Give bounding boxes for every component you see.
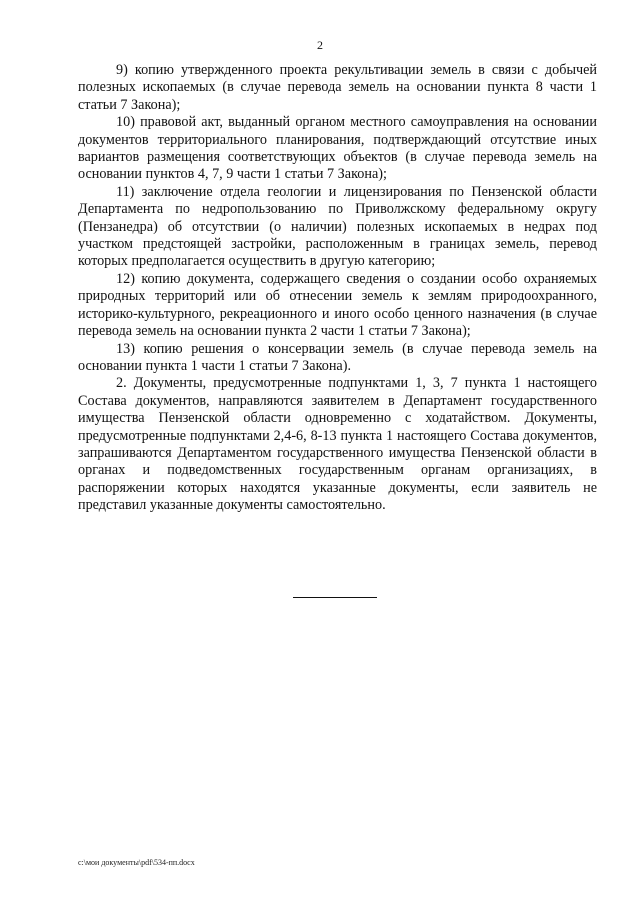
paragraph-item-10: 10) правовой акт, выданный органом местного самоуправления на основании документов территориального планирования, подтверждающий отсутствие иных вариантов размещения соответствующих объектов (в случае перевода земель на основании пунктов 4, 7, 9 части 1 статьи 7 Закона); <box>78 114 597 183</box>
page-number: 2 <box>317 38 323 52</box>
closing-divider <box>293 597 377 598</box>
paragraph-item-13: 13) копию решения о консервации земель (в случае перевода земель на основании пункта 1 части 1 статьи 7 Закона). <box>78 340 597 374</box>
paragraph-item-9: 9) копию утвержденного проекта рекультивации земель в связи с добычей полезных ископаемых (в случае перевода земель на основании пункта 8 части 1 статьи 7 Закона); <box>78 62 597 113</box>
footer-file-path: c:\мои документы\pdf\534-пп.docx <box>78 858 195 867</box>
paragraph-section-2: 2. Документы, предусмотренные подпунктами 1, 3, 7 пункта 1 настоящего Состава документов, направляются заявителем в Департамент государственного имущества Пензенской области одновременно с ходатайством. Документы, предусмотренные подпунктами 2,4-6, 8-13 пункта 1 настоящего Состава документов, запрашиваются Департаментом государственного имущества Пензенской области в органах и подведомственных государственным органам организациях, в распоряжении которых находятся указанные документы, если заявитель не представил указанные документы самостоятельно. <box>78 375 597 514</box>
paragraph-item-12: 12) копию документа, содержащего сведения о создании особо охраняемых природных территорий или об отнесении земель к землям природоохранного, историко-культурного, рекреационного и иного особо ценного назначения (в случае перевода земель на основании пункта 2 части 1 статьи 7 Закона); <box>78 270 597 340</box>
document-body <box>78 62 597 515</box>
paragraph-item-11: 11) заключение отдела геологии и лицензирования по Пензенской области Департамента по недропользованию по Приволжскому федеральному округу (Пензанедра) об отсутствии (о наличии) полезных ископаемых в недрах под участком предстоящей застройки, расположенным в границах земель, перевод которых предполагается осуществить в другую категорию; <box>78 183 597 270</box>
